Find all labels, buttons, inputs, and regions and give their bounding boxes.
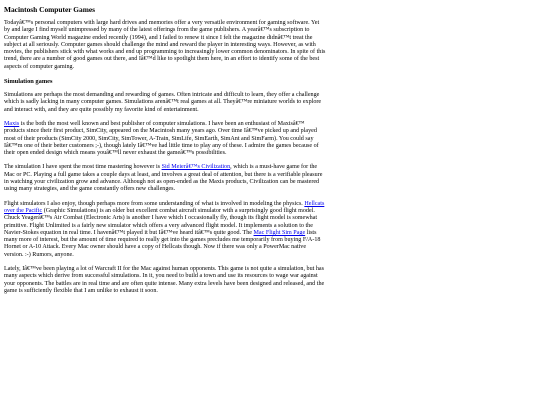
flight-text-after: lists many more of interest, but the amount of time required to really get into the games precludes me temporarily from buying F/A-18 Hornet or A-10 Attack. Every Mac owner should have a copy of Hellcats though. Now if there was only a PowerMac native version. :-) Rumors, anyone. xyxy=(4,229,321,258)
flight-text-middle: (Graphic Simulations) is an older but excellent combat aircraft simulator with a surprisingly good flight model. Chuck Yeagerâ€™s Air Combat (Electronic Arts) is another I have which I occasionally fly, though its flight model is somewhat primitive. Flight Unlimited is a fairly new simulator which offers a very advanced flight model. It implements a solution to the Navier-Stokes equation in real time. I havenâ€™t played it but Iâ€™ve heard itâ€™s quite good. The xyxy=(4,207,318,236)
flight-sim-paragraph xyxy=(4,201,326,259)
simulations-paragraph: Simulations are perhaps the most demanding and rewarding of games. Often intricate and difficult to learn, they offer a challenge which is sadly lacking in many computer games. Simulations arenâ€™t real games at all. Theyâ€™re miniature worlds to explore and interact with, and they are quite possibly my favorite kind of entertainment. xyxy=(4,92,322,113)
section-heading: Simulation games xyxy=(4,78,53,86)
intro-paragraph: Todayâ€™s personal computers with large hard drives and memories offer a very versatile environment for gaming software. Yet by and large I find myself unimpressed by many of the latest offerings from the game publishers. A yearâ€™s subscription to Computer Gaming World magazine ended recently (1994), and I failed to renew it since I felt the magazine didnâ€™t treat the subject at all seriously. Computer games should challenge the mind and reward the player in interesting ways. However, as with movies, the publishers stick with what works and end up programming to increasingly lower common denominators. In spite of this trend, there are a number of good games out there, and Iâ€™d like to spotlight them here, in an effort to identify some of the best aspects of computer gaming. xyxy=(4,20,326,70)
civilization-paragraph xyxy=(4,164,326,193)
civilization-text-after: , which is a must-have game for the Mac or PC. Playing a full game takes a couple days at least, and involves a great deal of attention, but there is a verifiable pleasure in watching your civilization grow and advance. Although not as open-ended as the Maxis products, Civilization can be mastered using many strategies, and the game constantly offers new challenges. xyxy=(4,164,323,193)
flight-text-before: Flight simulators I also enjoy, though perhaps more from some understanding of what is involved in modeling the physics. xyxy=(4,200,305,207)
maxis-paragraph xyxy=(4,121,326,157)
civilization-text-before: The simulation I have spent the most time mastering however is xyxy=(4,164,162,171)
maxis-text: is the both the most well known and best publisher of computer simulations. I have been an enthusiast of Maxisâ€™ products since their first product, SimCity, appeared on the Macintosh many years ago. Over time Iâ€™ve picked up and played most of their products (SimCity 2000, SimCity, SimTower, A-Train, SimLife, SimEarth, SimAnt and SimFarm). You could say Iâ€™m one of their better customers ;-), though lately Iâ€™ve had little time to play any of these. I admire the games because of their open ended design which means youâ€™ll never exhaust the gameâ€™s possibilities. xyxy=(4,120,319,157)
maxis-link[interactable]: Maxis xyxy=(4,120,20,127)
hellcats-link[interactable]: Hellcats over the Pacific xyxy=(4,200,325,214)
mac-flight-sim-page-link[interactable]: Mac Flight Sim Page xyxy=(253,229,306,236)
page-title: Macintosh Computer Games xyxy=(4,5,96,14)
civilization-link[interactable]: Sid Meierâ€™s Civilization xyxy=(161,164,231,171)
warcraft-paragraph: Lately, Iâ€™ve been playing a lot of Warcraft II for the Mac against human opponents. This game is not quite a simulation, but has many aspects which derive from successful simulations. In it, you need to build a town and use its resources to wage war against your opponents. The battles are in real time and are often quite intense. Many extra levels have been designed and released, and the game is sufficiently flexible that I am unlike to exhaust it soon. xyxy=(4,266,325,294)
